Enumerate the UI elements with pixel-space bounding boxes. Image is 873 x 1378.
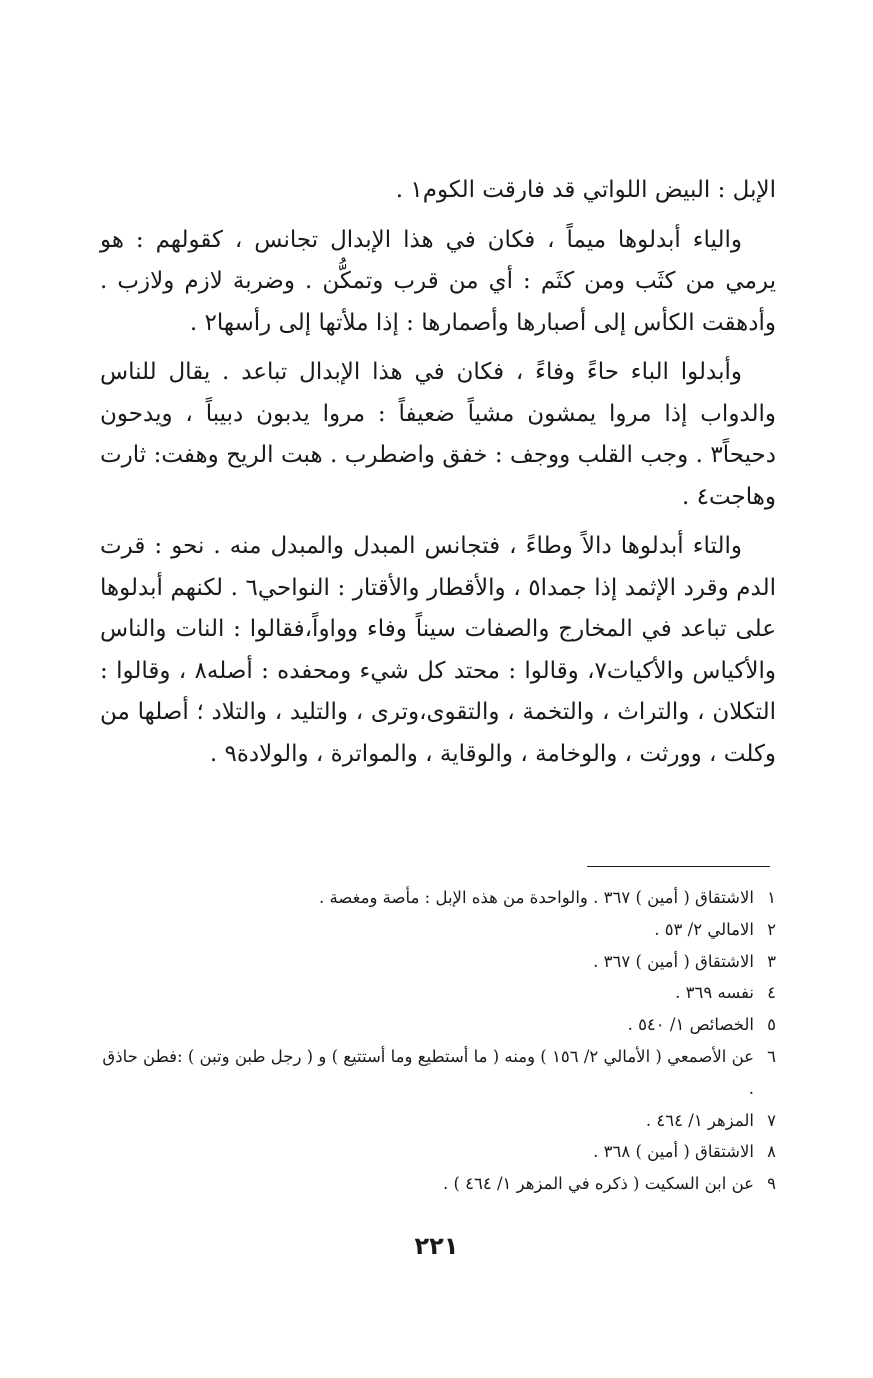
footnote-8 xyxy=(100,1136,776,1168)
paragraph-2: والياء أبدلوها ميماً ، فكان في هذا الإبدال تجانس ، كقولهم : هو يرمي من كثَب ومن كثَم : أي من قرب وتمكُّن . وضربة لازم ولازب . وأدهقت الكأس إلى أصبارها وأصمارها : إذا ملأتها إلى رأسها٢ . xyxy=(100,226,776,336)
paragraph-1: الإبل : البيض اللواتي قد فارقت الكوم١ . xyxy=(395,177,776,203)
footnote-number: ٣ xyxy=(767,951,776,971)
footnote-text: نفسه ٣٦٩ . xyxy=(675,983,754,1003)
footnote-7 xyxy=(100,1105,776,1137)
footnote-number: ٨ xyxy=(767,1142,776,1162)
footnote-text: المزهر ١/ ٤٦٤ . xyxy=(645,1110,754,1130)
footnote-number: ٩ xyxy=(767,1174,776,1194)
footnote-text: الاشتقاق ( أمين ) ٣٦٧ . والواحدة من هذه الإبل : مأصة ومغصة . xyxy=(319,888,754,907)
footnote-number: ٢ xyxy=(767,919,776,939)
footnote-text: الامالي ٢/ ٥٣ . xyxy=(654,919,754,939)
paragraph-3: وأبدلوا الباء حاءً وفاءً ، فكان في هذا الإبدال تباعد . يقال للناس والدواب إذا مروا يمشون مشياً ضعيفاً : مروا يدبون دبيباً ، ويدحون دحيحاً٣ . وجب القلب ووجف : خفق واضطرب . هبت الريح وهفت: ثارت وهاجت٤ . xyxy=(100,359,776,510)
footnote-text: عن ابن السكيت ( ذكره في المزهر ١/ ٤٦٤ ) . xyxy=(442,1174,754,1194)
paragraph-4: والتاء أبدلوها دالاً وطاءً ، فتجانس المبدل والمبدل منه . نحو : قرت الدم وقرد الإثمد إذا جمدا٥ ، والأقطار والأقتار : النواحي٦ . لكنهم أبدلوها على تباعد في المخارج والصفات سيناً وفاء وواواً،فقالوا : النات والناس والأكياس والأكيات٧، وقالوا : محتد كل شيء ومحفده : أصله٨ ، وقالوا : التكلان ، والتراث ، والتخمة ، والتقوى،وترى ، والتليد ، والتلاد ؛ أصلها من وكلت ، وورثت ، والوخامة ، والوقاية ، والمواترة ، والولادة٩ . xyxy=(100,533,776,767)
footnote-number: ٥ xyxy=(767,1015,776,1035)
main-text xyxy=(100,170,776,783)
footnote-3 xyxy=(100,946,776,978)
footnote-6 xyxy=(100,1041,776,1105)
footnote-number: ٧ xyxy=(767,1110,776,1130)
footnote-2 xyxy=(100,914,776,946)
footnote-number: ٦ xyxy=(767,1046,776,1066)
page-number: ٢٢١ xyxy=(414,1232,459,1260)
footnote-text: الخصائص ١/ ٥٤٠ . xyxy=(627,1015,754,1035)
footnote-9 xyxy=(100,1168,776,1200)
footnotes xyxy=(100,882,776,1200)
footnote-divider xyxy=(587,866,770,867)
footnote-text: الاشتقاق ( أمين ) ٣٦٧ . xyxy=(593,951,754,971)
footnote-number: ٤ xyxy=(767,983,776,1003)
footnote-text: الاشتقاق ( أمين ) ٣٦٨ . xyxy=(593,1142,754,1162)
footnote-5 xyxy=(100,1009,776,1041)
footnote-number: ١ xyxy=(767,888,776,907)
footnote-text: عن الأصمعي ( الأمالي ٢/ ١٥٦ ) ومنه ( ما أستطيع وما أستتيع ) و ( رجل طبن وتبن ) :فطن حاذق . xyxy=(102,1046,754,1098)
footnote-1 xyxy=(100,882,776,914)
footnote-4 xyxy=(100,977,776,1009)
